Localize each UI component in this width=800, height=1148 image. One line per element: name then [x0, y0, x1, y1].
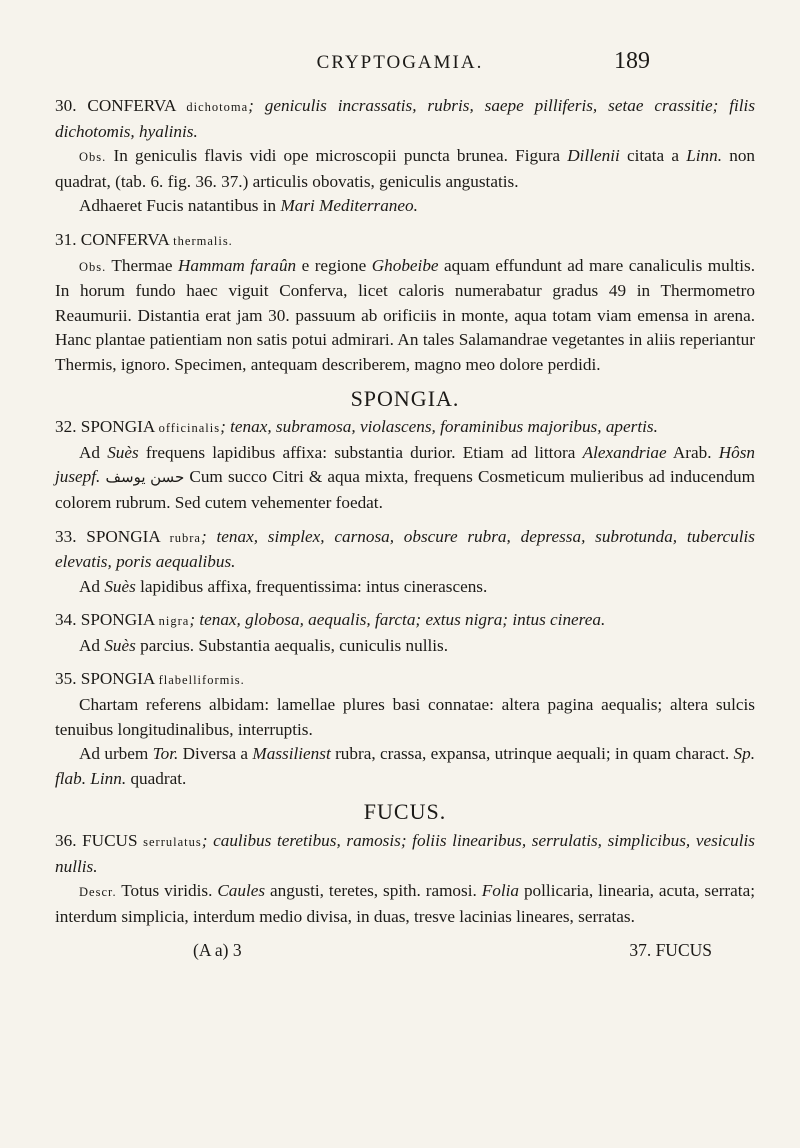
diagnosis-text: ; caulibus teretibus, ramosis; foliis linearibus, serrulatis, simplicibus, vesiculis nullis.	[55, 831, 755, 876]
diagnosis-text: ; tenax, simplex, carnosa, obscure rubra, depressa, subrotunda, tuberculis elevatis, poris aequalibus.	[55, 526, 755, 572]
body-text: lapidibus affixa, frequentissima: intus cinerascens.	[135, 576, 488, 596]
species-name: serrulatus	[143, 835, 202, 850]
entry-30	[55, 94, 755, 219]
entry-35-description: Chartam referens albidam: lamellae plures basi connatae: altera pagina aequalis; altera sulcis tenuibus longitudinalibus, interruptis.	[55, 695, 755, 739]
author-name: Dillenii	[567, 146, 620, 166]
genus-name: CONFERVA	[80, 229, 169, 249]
page-body	[55, 94, 755, 963]
entry-34-text	[55, 634, 755, 659]
obs-label: Obs.	[79, 259, 107, 274]
entry-31-heading	[55, 228, 755, 254]
body-text: frequens lapidibus affixa: substantia durior. Etiam ad littora	[138, 442, 583, 462]
entry-32-diagnosis	[55, 415, 755, 441]
author-abbrev: Linn.	[686, 146, 723, 166]
entry-34	[55, 608, 755, 658]
thermae-name: Hammam faraûn	[177, 255, 297, 275]
genus-name: SPONGIA	[86, 526, 160, 546]
body-text: Diversa a	[178, 744, 253, 764]
entry-31	[55, 228, 755, 378]
entry-32-text	[55, 441, 755, 516]
entry-number: 30.	[55, 96, 77, 115]
body-text: Totus viridis.	[116, 881, 218, 901]
entry-36-diagnosis	[55, 829, 755, 879]
body-text: Cum succo Citri & aqua mixta, frequens Cosmeticum mulieribus ad inducendum colorem rubrum. Sed cutem vehementer foedat.	[55, 467, 756, 512]
place-name: Tor.	[152, 744, 179, 764]
body-text: parcius. Substantia aequalis, cuniculis nullis.	[135, 635, 449, 655]
diagnosis-text: ; tenax, globosa, aequalis, farcta; extus nigra; intus cinerea.	[189, 610, 606, 630]
entry-number: 34.	[55, 610, 77, 630]
place-name: Ghobeibe	[371, 255, 439, 275]
entry-34-diagnosis	[55, 608, 755, 634]
place-name: Alexandriae	[582, 442, 667, 462]
entry-33-text	[55, 575, 755, 600]
body-text: Ad urbem	[79, 744, 153, 764]
obs-text: In geniculis flavis vidi ope microscopii puncta brunea. Figura	[106, 146, 568, 166]
entry-number: 35.	[55, 669, 77, 689]
species-name: thermalis.	[173, 233, 233, 248]
body-text: Ad	[79, 576, 105, 596]
arabic-name: حسن يوسف	[105, 470, 185, 487]
entry-30-diagnosis	[55, 94, 755, 144]
entry-number: 36.	[55, 831, 77, 851]
entry-33-diagnosis	[55, 525, 755, 575]
obs-label: Obs.	[79, 150, 107, 165]
species-name: officinalis	[158, 421, 221, 436]
entry-35-text	[55, 742, 755, 791]
term: Folia	[481, 881, 519, 901]
diagnosis-text: ; tenax, subramosa, violascens, foraminibus majoribus, apertis.	[220, 417, 658, 437]
place-name: Suès	[107, 442, 139, 462]
section-heading-spongia: SPONGIA.	[350, 385, 460, 411]
entry-number: 33.	[55, 526, 77, 546]
body-text: Ad	[79, 635, 105, 655]
arabic-transliteration: Hôsn jusepf.	[55, 442, 755, 487]
body-text: Arab.	[666, 442, 719, 462]
entry-31-observation	[55, 254, 755, 378]
descr-label: Descr.	[79, 885, 117, 900]
entry-35-heading	[55, 667, 755, 693]
entry-30-observation	[55, 144, 755, 194]
obs-text: e regione	[296, 255, 372, 275]
place-name: Massilienst	[252, 744, 331, 764]
running-title: CRYPTOGAMIA.	[316, 52, 484, 73]
citation: Sp. flab. Linn.	[55, 744, 755, 788]
diagnosis-text: ; geniculis incrassatis, rubris, saepe pilliferis, setae	[248, 96, 644, 115]
body-text: rubra, crassa, expansa, utrinque aequali; in quam charact.	[330, 744, 734, 764]
habitat-text: Adhaeret Fucis natantibus in	[79, 196, 281, 216]
body-text: quadrat.	[126, 768, 187, 788]
entry-33	[55, 525, 755, 600]
entry-36	[55, 829, 755, 929]
genus-name: SPONGIA	[80, 669, 155, 689]
entry-30-habitat	[55, 194, 755, 219]
page-number: 189	[614, 48, 650, 74]
body-text: angusti, teretes, spith. ramosi.	[265, 881, 482, 901]
species-name: flabelliformis.	[158, 673, 245, 688]
entry-number: 32.	[55, 417, 77, 437]
entry-32	[55, 415, 755, 515]
genus-name: FUCUS	[82, 831, 138, 851]
obs-text: non quadrat, (tab. 6. fig. 36. 37.) articulis obovatis, geniculis angustatis.	[55, 146, 756, 191]
species-name: dichotoma	[186, 100, 249, 114]
entry-35	[55, 667, 755, 791]
signature-mark: (A a) 3	[193, 940, 242, 961]
place-name: Suès	[104, 635, 136, 655]
genus-name: CONFERVA	[87, 96, 176, 115]
obs-text: citata a	[619, 146, 687, 166]
body-text: Ad	[79, 442, 108, 462]
page-footer	[55, 938, 755, 963]
diagnosis-text-cont: crassitie; filis dichotomis, hyalinis.	[55, 96, 756, 141]
catchword: 37. FUCUS	[629, 940, 712, 961]
genus-name: SPONGIA	[80, 417, 155, 437]
section-heading-fucus: FUCUS.	[363, 799, 447, 825]
obs-text: aquam effundunt ad mare canaliculis multis. In horum fundo haec viguit Conferva, licet caloris numerabatur gradus 49 in Thermometro Reaumurii. Distantia erat jam 30. passuum ab orificiis in monte, aqua totam viam emensa in arena. Hanc plantae patientiam non satis potui admirari. An tales Salamandrae vegetantes in aliis reperiantur Thermis, ignoro. Specimen, antequam describerem, magno meo dolore perdidi.	[55, 255, 756, 374]
term: Caules	[217, 881, 266, 901]
place-name: Suès	[104, 576, 136, 596]
species-name: rubra	[169, 530, 201, 545]
entry-36-description	[55, 879, 755, 929]
genus-name: SPONGIA	[80, 610, 155, 630]
species-name: nigra	[158, 614, 190, 629]
entry-number: 31.	[55, 229, 77, 249]
obs-text: Thermae	[106, 255, 178, 275]
body-text: pollicaria, linearia, acuta, serrata; interdum simplicia, interdum medio divisa, in duas, tresve lacinias lineares, serratas.	[55, 881, 755, 926]
habitat-place: Mari Mediterraneo.	[280, 196, 418, 216]
